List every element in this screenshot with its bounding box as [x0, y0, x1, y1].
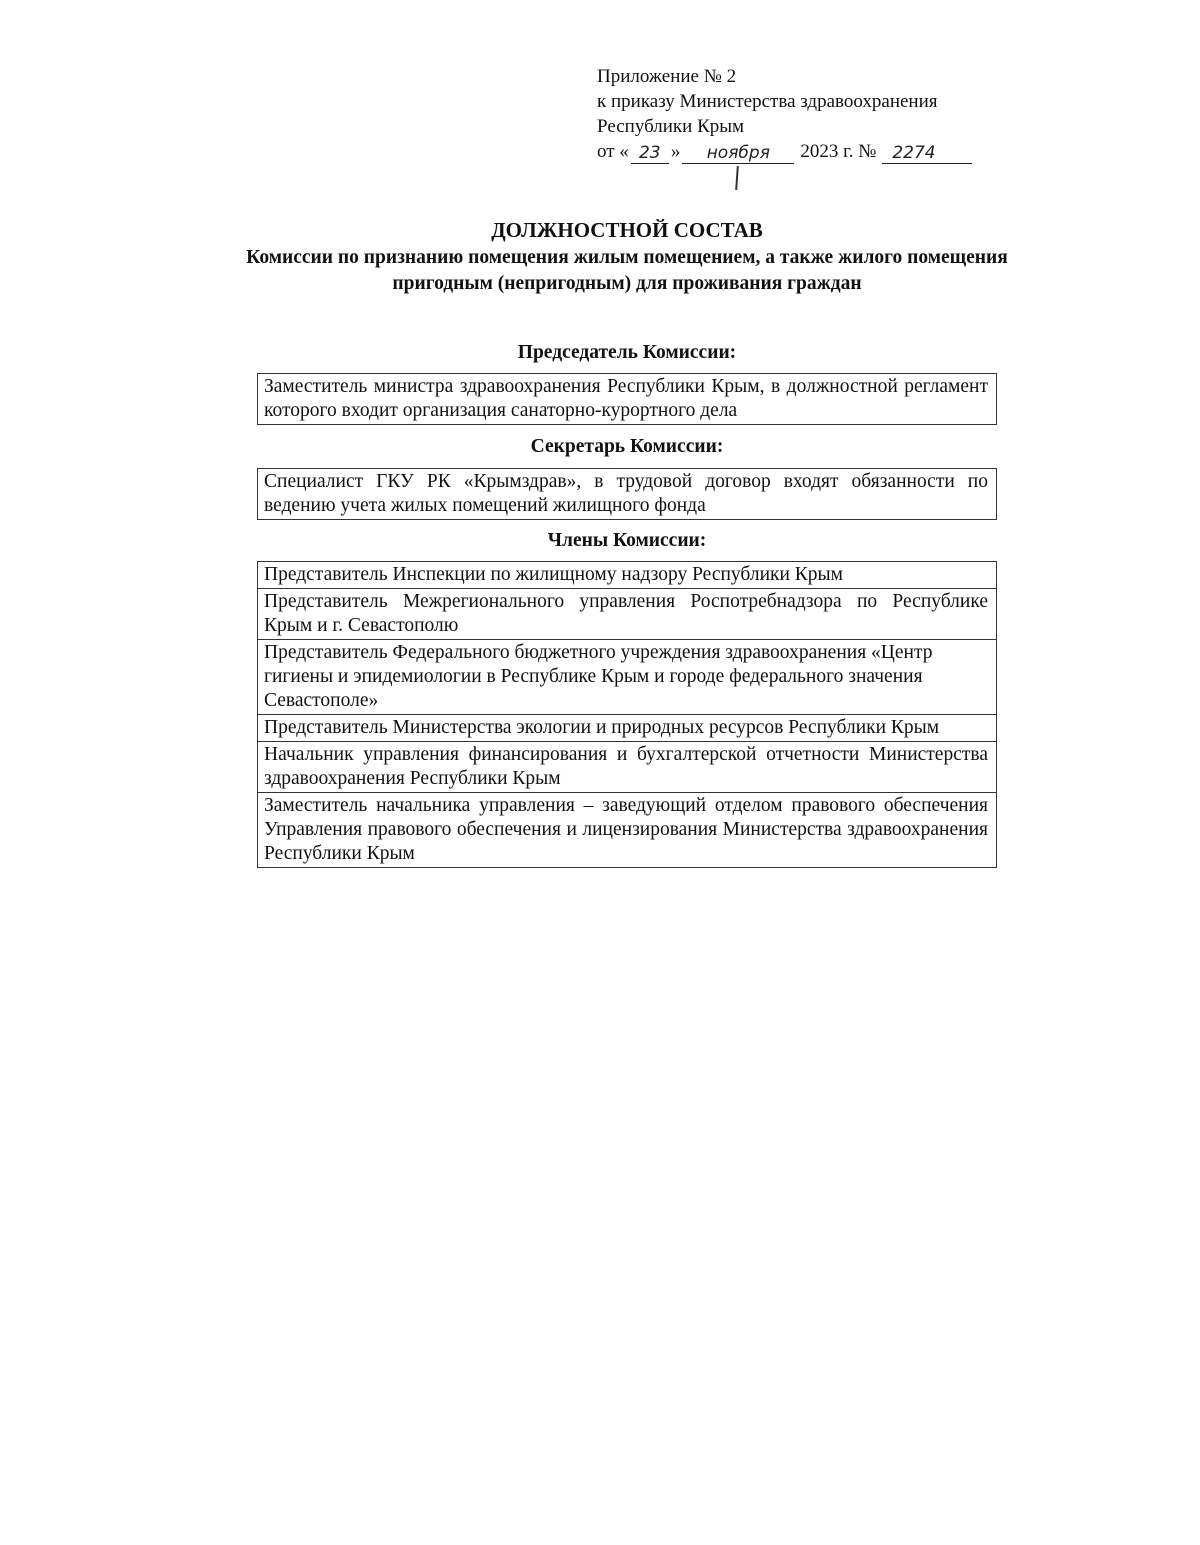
member-row: Представитель Министерства экологии и природных ресурсов Республики Крым	[258, 714, 996, 741]
member-row: Представитель Федерального бюджетного учреждения здравоохранения «Центр гигиены и эпидемиологии в Республике Крым и городе федерального значения Севастополе»	[258, 639, 996, 714]
member-row: Начальник управления финансирования и бухгалтерской отчетности Министерства здравоохранения Республики Крым	[258, 741, 996, 792]
document-title: ДОЛЖНОСТНОЙ СОСТАВ	[491, 218, 763, 242]
secretary-box	[257, 468, 997, 520]
appendix-order-ref: к приказу Министерства здравоохранения	[597, 91, 938, 112]
handwritten-order-number: 2274	[882, 143, 972, 164]
date-mid: »	[670, 141, 681, 162]
document-subtitle: Комиссии по признанию помещения жилым помещением, а также жилого помещения пригодным (непригодным) для проживания граждан	[246, 247, 1008, 294]
handwritten-day: 23	[631, 143, 669, 164]
appendix-header	[597, 64, 1017, 164]
date-prefix: от «	[597, 141, 629, 162]
chair-heading: Председатель Комиссии:	[517, 342, 737, 363]
members-table	[257, 561, 997, 868]
chair-box	[257, 373, 997, 425]
secretary-heading: Секретарь Комиссии:	[530, 436, 724, 457]
appendix-number: Приложение № 2	[597, 66, 737, 87]
date-year: 2023 г. №	[800, 141, 877, 162]
secretary-text: Специалист ГКУ РК «Крымздрав», в трудовой договор входят обязанности по ведению учета жилых помещений жилищного фонда	[264, 471, 988, 516]
handwritten-month: ноября	[682, 143, 794, 164]
order-date-line	[597, 139, 1017, 164]
handwriting-stroke	[735, 166, 739, 190]
member-row: Представитель Межрегионального управления Роспотребнадзора по Республике Крым и г. Севастополю	[258, 588, 996, 639]
members-heading: Члены Комиссии:	[547, 530, 707, 551]
appendix-region: Республики Крым	[597, 116, 745, 137]
member-row: Представитель Инспекции по жилищному надзору Республики Крым	[264, 564, 843, 585]
chair-text: Заместитель министра здравоохранения Республики Крым, в должностной регламент которого входит организация санаторно-курортного дела	[264, 376, 988, 421]
member-row: Заместитель начальника управления – заведующий отделом правового обеспечения Управления правового обеспечения и лицензирования Министерства здравоохранения Республики Крым	[258, 792, 996, 867]
